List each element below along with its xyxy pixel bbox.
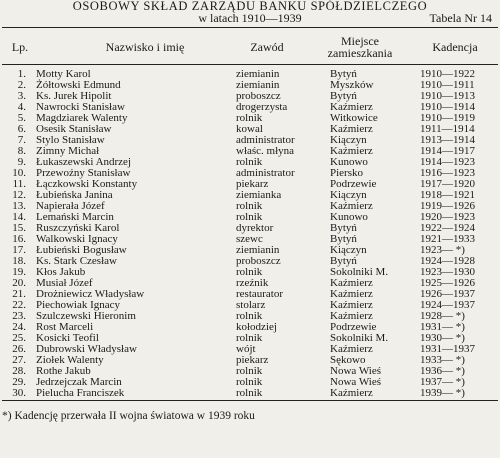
cell-name: Motty Karol [36,68,91,80]
cell-lp: 13. [12,200,26,212]
cell-kadencja: 1923—1930 [420,266,475,278]
column-header-lp: Lp. [11,40,29,54]
cell-lp: 27. [12,354,26,366]
column-header-miejsce-line2: zamieszkania [327,46,393,60]
cell-zawod: piekarz [236,354,269,366]
column-header-miejsce-line1: Miejsce [341,34,379,48]
cell-lp: 4. [17,101,26,113]
cell-lp: 16. [12,233,26,245]
cell-name: Żółtowski Edmund [36,79,121,91]
cell-name: Łubieńska Janina [36,189,113,201]
cell-miejsce: Bytyń [330,222,357,234]
cell-name: Zimny Michał [36,145,100,157]
cell-lp: 21. [12,288,26,300]
cell-kadencja: 1913—1914 [420,134,475,146]
cell-name: Ruszczyński Karol [36,222,120,234]
cell-zawod: rolnik [236,200,263,212]
cell-name: Rothe Jakub [36,365,91,377]
cell-lp: 14. [12,211,26,223]
cell-lp: 1. [17,68,26,80]
cell-zawod: rolnik [236,112,263,124]
cell-name: Pielucha Franciszek [36,387,125,399]
cell-zawod: rzeźnik [236,277,269,289]
cell-kadencja: 1914—1923 [420,156,475,168]
cell-lp: 25. [12,332,26,344]
cell-kadencja: 1936— *) [420,365,465,377]
cell-miejsce: Kunowo [330,156,368,168]
column-header-zawod: Zawód [250,40,284,54]
cell-miejsce: Bytyń [330,255,357,267]
cell-zawod: rolnik [236,211,263,223]
cell-kadencja: 1939— *) [420,387,465,399]
cell-name: Nawrocki Stanisław [36,101,125,113]
cell-miejsce: Kaźmierz [330,145,373,157]
cell-kadencja: 1914—1917 [420,145,475,157]
cell-zawod: rolnik [236,310,263,322]
cell-kadencja: 1910—1914 [420,101,475,113]
column-header-miejsce [312,35,408,59]
cell-lp: 7. [17,134,26,146]
cell-name: Ziołek Walenty [36,354,104,366]
cell-name: Walkowski Ignacy [36,233,118,245]
cell-miejsce: Bytyń [330,68,357,80]
cell-lp: 10. [12,167,26,179]
cell-miejsce: Sokolniki M. [330,332,389,344]
top-rule [2,27,498,28]
cell-miejsce: Sękowo [330,354,366,366]
cell-miejsce: Nowa Wieś [330,376,381,388]
cell-name: Szulczewski Hieronim [36,310,136,322]
cell-kadencja: 1933— *) [420,354,465,366]
cell-miejsce: Kaźmierz [330,299,373,311]
cell-name: Drożniewicz Władysław [36,288,145,300]
cell-kadencja: 1917—1920 [420,178,475,190]
cell-kadencja: 1910—1919 [420,112,475,124]
cell-zawod: administrator [236,167,295,179]
cell-kadencja: 1931— *) [420,321,465,333]
cell-name: Rost Marceli [36,321,94,333]
cell-zawod: rolnik [236,156,263,168]
cell-zawod: ziemianin [236,68,280,80]
cell-zawod: ziemianin [236,79,280,91]
cell-miejsce: Nowa Wieś [330,365,381,377]
table-row [0,388,500,399]
cell-kadencja: 1916—1923 [420,167,475,179]
cell-miejsce: Kiączyn [330,134,367,146]
cell-lp: 5. [17,112,26,124]
table-body [0,69,500,399]
cell-zawod: rolnik [236,266,263,278]
cell-lp: 23. [12,310,26,322]
header-rule [2,64,498,65]
footnote: *) Kadencję przerwała II wojna światowa w 1939 roku [2,410,255,422]
cell-zawod: kołodziej [236,321,277,333]
cell-name: Osesik Stanisław [36,123,112,135]
cell-kadencja: 1910—1911 [420,79,475,91]
cell-miejsce: Kaźmierz [330,288,373,300]
cell-miejsce: Podrzewie [330,178,377,190]
cell-name: Przewoźny Stanisław [36,167,131,179]
cell-kadencja: 1920—1923 [420,211,475,223]
table-title: OSOBOWY SKŁAD ZARZĄDU BANKU SPÓŁDZIELCZEGO [72,0,428,13]
cell-lp: 20. [12,277,26,289]
cell-kadencja: 1921—1933 [420,233,475,245]
cell-kadencja: 1918—1921 [420,189,475,201]
cell-kadencja: 1931—1937 [420,343,475,355]
cell-zawod: dyrektor [236,222,274,234]
cell-lp: 2. [17,79,26,91]
cell-name: Łączkowski Konstanty [36,178,138,190]
cell-kadencja: 1919—1926 [420,200,475,212]
cell-kadencja: 1937— *) [420,376,465,388]
cell-zawod: administrator [236,134,295,146]
cell-zawod: ziemianin [236,244,280,256]
cell-kadencja: 1928— *) [420,310,465,322]
cell-zawod: restaurator [236,288,284,300]
cell-miejsce: Myszków [330,79,374,91]
cell-name: Musiał Józef [36,277,93,289]
cell-lp: 6. [17,123,26,135]
cell-name: Napierała Józef [36,200,105,212]
cell-kadencja: 1911—1914 [420,123,475,135]
column-header-name: Nazwisko i imię [105,40,185,54]
cell-lp: 19. [12,266,26,278]
cell-zawod: rolnik [236,376,263,388]
cell-miejsce: Sokolniki M. [330,266,389,278]
cell-miejsce: Kiączyn [330,244,367,256]
cell-kadencja: 1930— *) [420,332,465,344]
cell-miejsce: Kaźmierz [330,310,373,322]
cell-lp: 3. [17,90,26,102]
cell-zawod: rolnik [236,387,263,399]
cell-miejsce: Kaźmierz [330,101,373,113]
cell-lp: 8. [17,145,26,157]
cell-name: Magdziarek Walenty [36,112,128,124]
cell-lp: 15. [12,222,26,234]
cell-miejsce: Piersko [330,167,363,179]
cell-lp: 30. [12,387,26,399]
cell-kadencja: 1923— *) [420,244,465,256]
cell-zawod: proboszcz [236,90,281,102]
cell-kadencja: 1910—1922 [420,68,475,80]
cell-lp: 12. [12,189,26,201]
cell-kadencja: 1926—1937 [420,288,475,300]
cell-name: Lemański Marcin [36,211,114,223]
cell-lp: 24. [12,321,26,333]
cell-zawod: rolnik [236,365,263,377]
cell-lp: 26. [12,343,26,355]
cell-lp: 18. [12,255,26,267]
cell-miejsce: Kaźmierz [330,200,373,212]
table-number: Tabela Nr 14 [429,11,492,25]
cell-name: Łubieński Bogusław [36,244,127,256]
cell-name: Dubrowski Władysław [36,343,137,355]
cell-lp: 22. [12,299,26,311]
cell-miejsce: Witkowice [330,112,378,124]
cell-lp: 29. [12,376,26,388]
cell-name: Ks. Stark Czesław [36,255,117,267]
cell-zawod: wójt [236,343,256,355]
table-subtitle: w latach 1910—1939 [198,11,302,25]
cell-zawod: szewc [236,233,263,245]
cell-name: Stylo Stanisław [36,134,105,146]
cell-name: Kłos Jakub [36,266,86,278]
cell-miejsce: Kaźmierz [330,387,373,399]
cell-zawod: właśc. młyna [236,145,295,157]
cell-lp: 28. [12,365,26,377]
cell-zawod: stolarz [236,299,266,311]
cell-lp: 9. [17,156,26,168]
cell-zawod: rolnik [236,332,263,344]
cell-zawod: kowal [236,123,263,135]
cell-miejsce: Bytyń [330,233,357,245]
cell-kadencja: 1922—1924 [420,222,475,234]
cell-lp: 17. [12,244,26,256]
cell-miejsce: Podrzewie [330,321,377,333]
cell-miejsce: Kunowo [330,211,368,223]
cell-kadencja: 1925—1926 [420,277,475,289]
cell-name: Ks. Jurek Hipolit [36,90,112,102]
cell-zawod: proboszcz [236,255,281,267]
cell-zawod: ziemianka [236,189,282,201]
cell-name: Piechowiak Ignacy [36,299,120,311]
cell-miejsce: Kaźmierz [330,277,373,289]
cell-name: Łukaszewski Andrzej [36,156,131,168]
bottom-rule [2,400,498,401]
cell-zawod: piekarz [236,178,269,190]
cell-miejsce: Kiączyn [330,189,367,201]
cell-miejsce: Kaźmierz [330,123,373,135]
cell-kadencja: 1910—1913 [420,90,475,102]
cell-miejsce: Bytyń [330,90,357,102]
cell-miejsce: Kaźmierz [330,343,373,355]
cell-zawod: drogerzysta [236,101,288,113]
cell-name: Jedrzejczak Marcin [36,376,122,388]
cell-name: Kosicki Teofil [36,332,99,344]
cell-lp: 11. [12,178,26,190]
cell-kadencja: 1924—1937 [420,299,475,311]
cell-kadencja: 1924—1928 [420,255,475,267]
column-header-kadencja: Kadencja [432,40,478,54]
